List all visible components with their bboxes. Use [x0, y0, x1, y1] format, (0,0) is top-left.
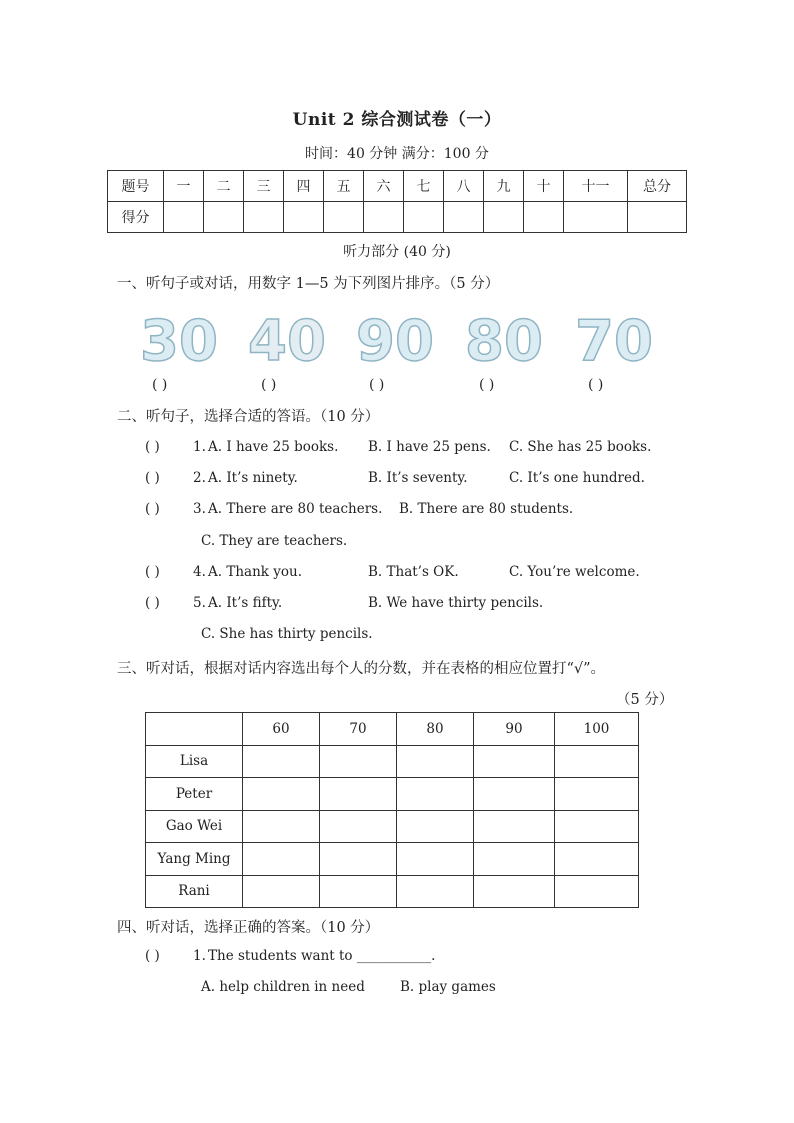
table-row [146, 875, 639, 908]
check-cell[interactable] [243, 745, 320, 778]
option-a: A. help children in need [201, 979, 365, 995]
listening-section-header: 听力部分 (40 分) [343, 244, 451, 260]
student-name: Gao Wei [146, 810, 243, 843]
score-row-label: 题号 [108, 171, 164, 202]
check-cell[interactable] [243, 875, 320, 908]
option-b: B. play games [400, 979, 496, 995]
option-a: A. Thank you. [208, 564, 302, 580]
check-cell[interactable] [397, 778, 474, 811]
answer-bracket[interactable]: ( ) [145, 439, 160, 455]
corner-cell [146, 713, 243, 746]
answer-bracket[interactable]: ( ) [145, 948, 160, 964]
score-check-header-row [146, 713, 639, 746]
option-c: C. She has thirty pencils. [201, 626, 373, 642]
check-cell[interactable] [243, 778, 320, 811]
question-number: 1. [193, 439, 206, 455]
option-c: C. It’s one hundred. [509, 470, 645, 486]
score-cell[interactable] [564, 202, 628, 233]
check-cell[interactable] [397, 843, 474, 876]
table-row [146, 810, 639, 843]
table-row [146, 745, 639, 778]
question-number: 2. [193, 470, 206, 486]
score-table-score-row [108, 202, 687, 233]
score-table-header-row [108, 171, 687, 202]
number-40-picture [248, 306, 326, 374]
option-a: A. I have 25 books. [208, 439, 339, 455]
number-90-picture [356, 306, 434, 374]
part3-heading: 三、听对话，根据对话内容选出每个人的分数，并在表格的相应位置打“√”。 [117, 661, 606, 677]
student-name: Yang Ming [146, 843, 243, 876]
check-cell[interactable] [320, 875, 397, 908]
check-cell[interactable] [243, 810, 320, 843]
check-cell[interactable] [474, 745, 555, 778]
check-cell[interactable] [555, 745, 639, 778]
answer-blank[interactable]: ( ) [369, 377, 385, 393]
score-col-7: 七 [404, 171, 444, 202]
option-c: C. She has 25 books. [509, 439, 652, 455]
exam-info: 时间：40 分钟 满分：100 分 [305, 146, 489, 162]
check-cell[interactable] [320, 810, 397, 843]
score-cell[interactable] [324, 202, 364, 233]
check-cell[interactable] [397, 745, 474, 778]
column-header: 60 [243, 713, 320, 746]
answer-blank[interactable]: ( ) [152, 377, 168, 393]
answer-bracket[interactable]: ( ) [145, 564, 160, 580]
score-col-6: 六 [364, 171, 404, 202]
score-cell[interactable] [164, 202, 204, 233]
column-header: 100 [555, 713, 639, 746]
student-name: Lisa [146, 745, 243, 778]
score-cell[interactable] [524, 202, 564, 233]
score-col-9: 九 [484, 171, 524, 202]
check-cell[interactable] [474, 875, 555, 908]
score-row-label: 得分 [108, 202, 164, 233]
number-80-picture [465, 306, 543, 374]
option-c: C. They are teachers. [201, 533, 348, 549]
check-cell[interactable] [320, 778, 397, 811]
score-cell[interactable] [444, 202, 484, 233]
answer-blank[interactable]: ( ) [261, 377, 277, 393]
score-col-1: 一 [164, 171, 204, 202]
table-row [146, 843, 639, 876]
question-text: The students want to ___________. [208, 948, 436, 964]
option-b: B. There are 80 students. [399, 501, 574, 517]
score-cell[interactable] [244, 202, 284, 233]
score-col-3: 三 [244, 171, 284, 202]
number-30-picture [140, 306, 218, 374]
score-cell[interactable] [484, 202, 524, 233]
part1-heading: 一、听句子或对话，用数字 1—5 为下列图片排序。（5 分） [117, 276, 500, 292]
answer-bracket[interactable]: ( ) [145, 501, 160, 517]
score-cell[interactable] [404, 202, 444, 233]
answer-bracket[interactable]: ( ) [145, 595, 160, 611]
option-a: A. There are 80 teachers. [208, 501, 383, 517]
score-cell[interactable] [284, 202, 324, 233]
part2-heading: 二、听句子，选择合适的答语。（10 分） [117, 409, 380, 425]
option-a: A. It’s fifty. [208, 595, 283, 611]
score-check-table [145, 712, 639, 908]
check-cell[interactable] [474, 843, 555, 876]
option-c: C. You’re welcome. [509, 564, 640, 580]
check-cell[interactable] [397, 810, 474, 843]
check-cell[interactable] [397, 875, 474, 908]
option-a: A. It’s ninety. [208, 470, 298, 486]
check-cell[interactable] [555, 875, 639, 908]
column-header: 70 [320, 713, 397, 746]
score-col-total: 总分 [628, 171, 687, 202]
score-cell[interactable] [628, 202, 687, 233]
question-number: 5. [193, 595, 206, 611]
svg-text:40: 40 [248, 309, 326, 374]
check-cell[interactable] [555, 778, 639, 811]
score-table [107, 170, 687, 233]
number-pictures [140, 306, 653, 374]
page-title: Unit 2 综合测试卷（一） [292, 110, 502, 130]
question-number: 1. [193, 948, 206, 964]
option-b: B. I have 25 pens. [368, 439, 491, 455]
score-col-8: 八 [444, 171, 484, 202]
check-cell[interactable] [320, 745, 397, 778]
part4-heading: 四、听对话，选择正确的答案。（10 分） [117, 920, 380, 936]
svg-text:90: 90 [356, 309, 434, 374]
student-name: Peter [146, 778, 243, 811]
answer-blank[interactable]: ( ) [588, 377, 604, 393]
option-b: B. That’s OK. [368, 564, 459, 580]
score-cell[interactable] [204, 202, 244, 233]
number-70-picture [575, 306, 653, 374]
check-cell[interactable] [474, 778, 555, 811]
student-name: Rani [146, 875, 243, 908]
score-col-10: 十 [524, 171, 564, 202]
option-b: B. It’s seventy. [368, 470, 468, 486]
check-cell[interactable] [474, 810, 555, 843]
column-header: 80 [397, 713, 474, 746]
score-col-5: 五 [324, 171, 364, 202]
score-cell[interactable] [364, 202, 404, 233]
check-cell[interactable] [320, 843, 397, 876]
svg-text:30: 30 [140, 309, 218, 374]
answer-bracket[interactable]: ( ) [145, 470, 160, 486]
svg-text:70: 70 [575, 309, 653, 374]
option-b: B. We have thirty pencils. [368, 595, 544, 611]
table-row [146, 778, 639, 811]
answer-blank[interactable]: ( ) [479, 377, 495, 393]
check-cell[interactable] [555, 810, 639, 843]
part3-points: （5 分） [616, 692, 674, 708]
question-number: 4. [193, 564, 206, 580]
question-number: 3. [193, 501, 206, 517]
check-cell[interactable] [555, 843, 639, 876]
column-header: 90 [474, 713, 555, 746]
score-col-2: 二 [204, 171, 244, 202]
svg-text:80: 80 [465, 309, 543, 374]
score-col-11: 十一 [564, 171, 628, 202]
check-cell[interactable] [243, 843, 320, 876]
score-col-4: 四 [284, 171, 324, 202]
